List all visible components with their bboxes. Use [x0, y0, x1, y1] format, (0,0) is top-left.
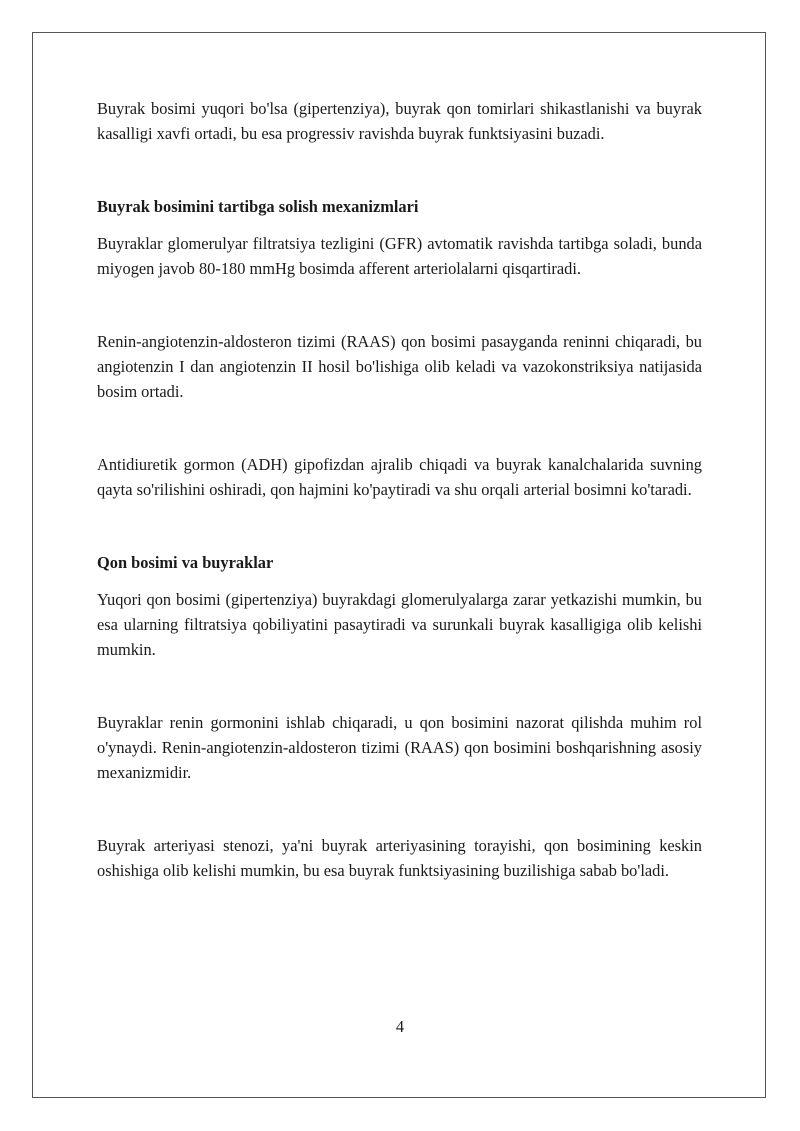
spacer	[97, 502, 702, 550]
paragraph-gfr: Buyraklar glomerulyar filtratsiya tezligini (GFR) avtomatik ravishda tartibga soladi, bunda miyogen javob 80-180 mmHg bosimda afferent arteriolalarni qisqartiradi.	[97, 234, 702, 278]
paragraph-raas: Renin-angiotenzin-aldosteron tizimi (RAAS) qon bosimi pasayganda reninni chiqaradi, bu angiotenzin I dan angiotenzin II hosil bo'lishiga olib keladi va vazokonstriksiya natijasida bosim ortadi.	[97, 332, 702, 401]
spacer	[97, 219, 702, 231]
paragraph-adh: Antidiuretik gormon (ADH) gipofizdan ajralib chiqadi va buyrak kanalchalarida suvning qayta so'rilishini oshiradi, qon hajmini ko'paytiradi va shu orqali arterial bosimni ko'taradi.	[97, 455, 702, 499]
page-number: 4	[395, 1017, 405, 1036]
spacer	[97, 146, 702, 194]
paragraph-hypertension: Yuqori qon bosimi (gipertenziya) buyrakdagi glomerulyalarga zarar yetkazishi mumkin, bu esa ularning filtratsiya qobiliyatini pasaytiradi va surunkali buyrak kasalligiga olib kelishi mumkin.	[97, 590, 702, 659]
intro-paragraph: Buyrak bosimi yuqori bo'lsa (gipertenziya), buyrak qon tomirlari shikastlanishi va buyrak kasalligi xavfi ortadi, bu esa progressiv ravishda buyrak funktsiyasini buzadi.	[97, 99, 702, 143]
document-body	[97, 96, 702, 883]
section-heading-regulation: Buyrak bosimini tartibga solish mexanizmlari	[97, 197, 419, 216]
spacer	[97, 785, 702, 833]
paragraph-renin: Buyraklar renin gormonini ishlab chiqaradi, u qon bosimini nazorat qilishda muhim rol o'ynaydi. Renin-angiotenzin-aldosteron tizimi (RAAS) qon bosimini boshqarishning asosiy mexanizmidir.	[97, 713, 702, 782]
spacer	[97, 575, 702, 587]
spacer	[97, 281, 702, 329]
paragraph-stenosis: Buyrak arteriyasi stenozi, ya'ni buyrak arteriyasining torayishi, qon bosimining keskin oshishiga olib kelishi mumkin, bu esa buyrak funktsiyasining buzilishiga sabab bo'ladi.	[97, 836, 702, 880]
section-heading-blood-pressure: Qon bosimi va buyraklar	[97, 553, 274, 572]
spacer	[97, 404, 702, 452]
spacer	[97, 662, 702, 710]
